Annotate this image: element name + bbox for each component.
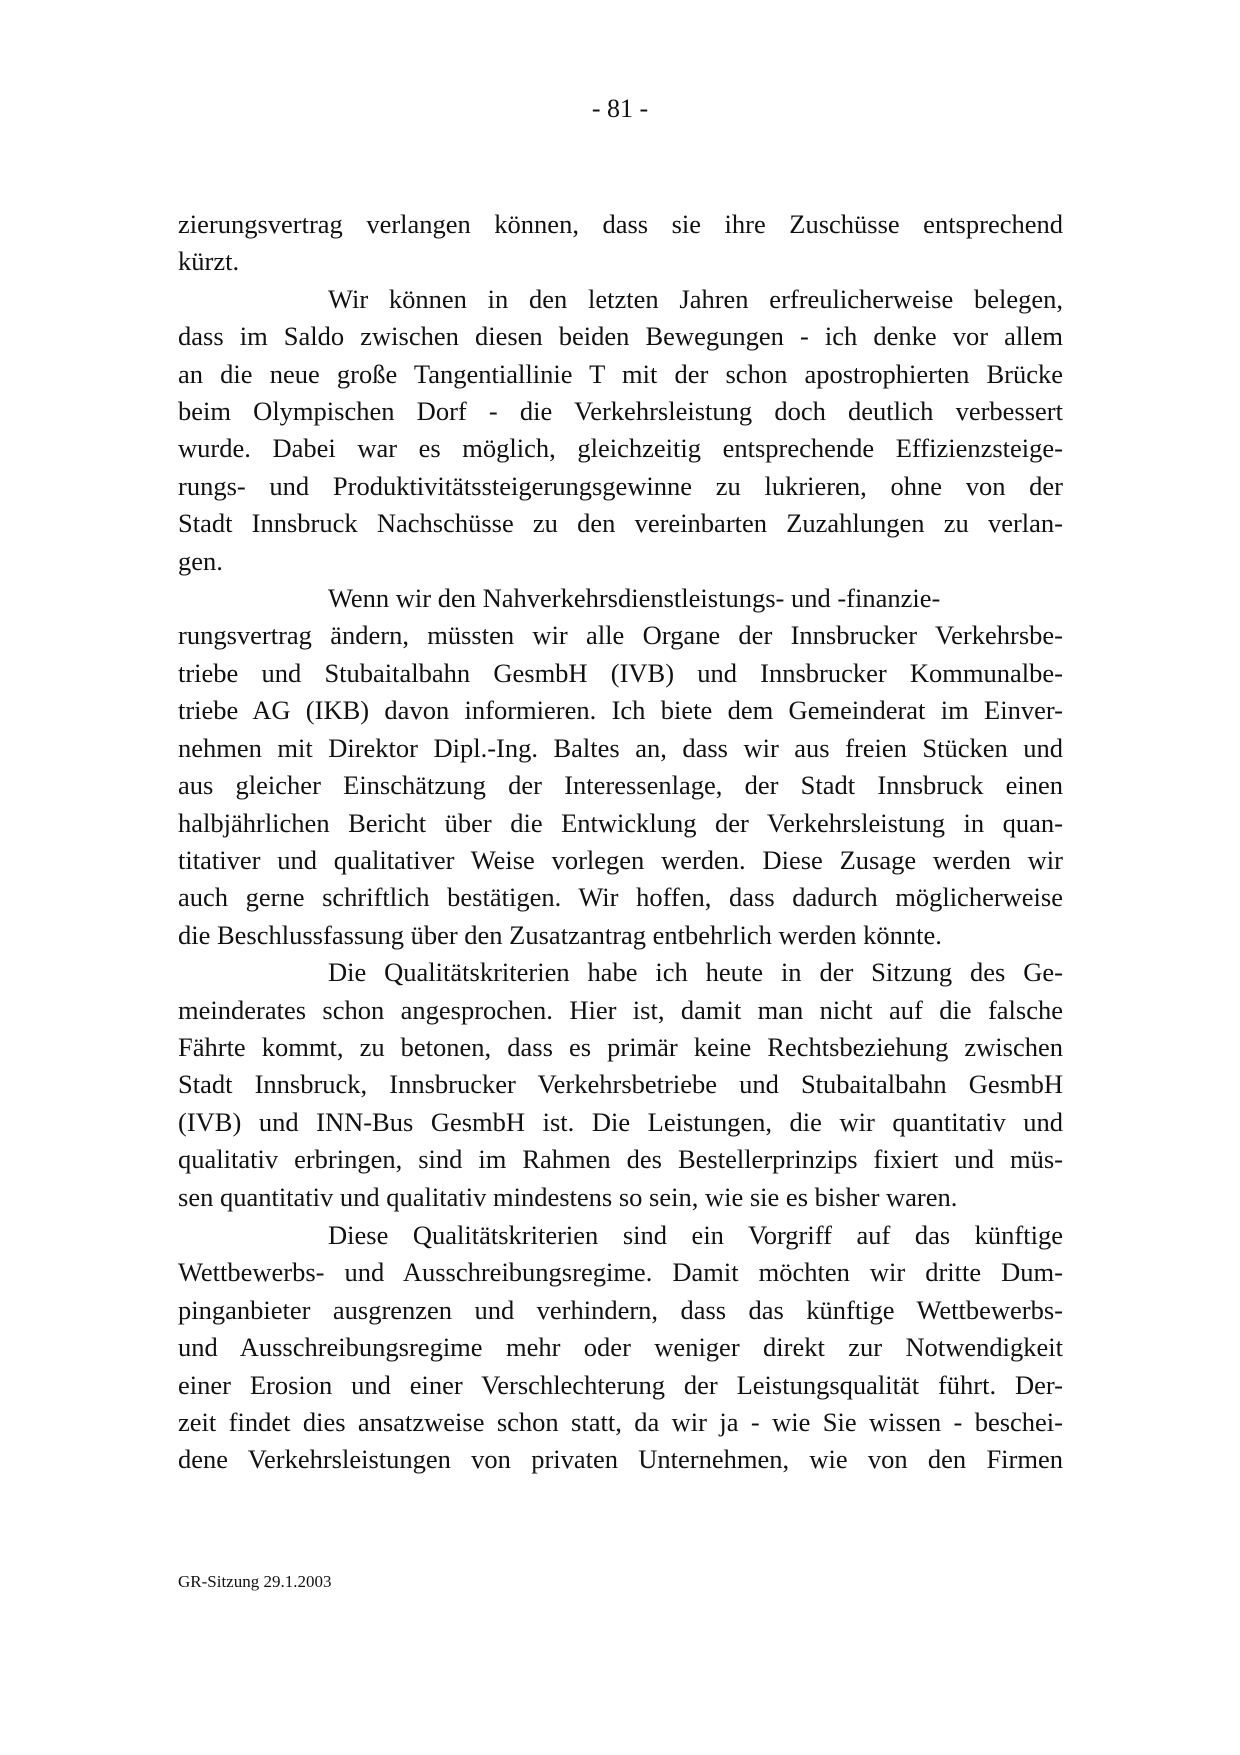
paragraph: [178, 1217, 1063, 1479]
text-line: und Ausschreibungsregime mehr oder weniger direkt zur Notwendigkeit: [178, 1332, 1063, 1363]
text-line: an die neue große Tangentiallinie T mit der schon apostrophierten Brücke: [178, 358, 1063, 389]
text-line: wurde. Dabei war es möglich, gleichzeitig entsprechende Effizienzsteige-: [178, 433, 1063, 464]
footer-session-date: GR-Sitzung 29.1.2003: [178, 1572, 332, 1591]
text-line: auch gerne schriftlich bestätigen. Wir hoffen, dass dadurch möglicherweise: [178, 882, 1063, 913]
text-line: triebe AG (IKB) davon informieren. Ich biete dem Gemeinderat im Einver-: [178, 695, 1063, 726]
text-line: die Beschlussfassung über den Zusatzantrag entbehrlich werden könnte.: [178, 919, 942, 950]
text-line: Wir können in den letzten Jahren erfreulicherweise belegen,: [328, 283, 1063, 314]
text-line: zeit findet dies ansatzweise schon statt, da wir ja - wie Sie wissen - beschei-: [178, 1407, 1063, 1437]
text-line: halbjährlichen Bericht über die Entwicklung der Verkehrsleistung in quan-: [178, 807, 1063, 838]
text-line: Fährte kommt, zu betonen, dass es primär keine Rechtsbeziehung zwischen: [178, 1031, 1063, 1062]
text-line: (IVB) und INN-Bus GesmbH ist. Die Leistungen, die wir quantitativ und: [178, 1106, 1063, 1137]
text-line: zierungsvertrag verlangen können, dass sie ihre Zuschüsse entsprechend: [178, 209, 1063, 239]
text-line: aus gleicher Einschätzung der Interessenlage, der Stadt Innsbruck einen: [178, 770, 1063, 801]
paragraph: [178, 206, 1063, 281]
text-line: Stadt Innsbruck Nachschüsse zu den vereinbarten Zuzahlungen zu verlan-: [178, 508, 1063, 539]
text-line: titativer und qualitativer Weise vorlegen werden. Diese Zusage werden wir: [178, 844, 1063, 875]
page-number: - 81 -: [591, 94, 649, 123]
text-line: meinderates schon angesprochen. Hier ist, damit man nicht auf die falsche: [178, 994, 1063, 1025]
text-line: gen.: [178, 545, 223, 576]
text-line: rungsvertrag ändern, müssten wir alle Organe der Innsbrucker Verkehrsbe-: [178, 620, 1063, 651]
text-line: Diese Qualitätskriterien sind ein Vorgriff auf das künftige: [328, 1219, 1063, 1250]
text-line: kürzt.: [178, 246, 240, 277]
paragraph: [178, 954, 1063, 1216]
text-line: sen quantitativ und qualitativ mindestens so sein, wie sie es bisher waren.: [178, 1181, 958, 1212]
text-line: nehmen mit Direktor Dipl.-Ing. Baltes an, dass wir aus freien Stücken und: [178, 732, 1063, 763]
text-line: qualitativ erbringen, sind im Rahmen des Bestellerprinzips fixiert und müs-: [178, 1144, 1063, 1175]
body-text: [178, 206, 1063, 1479]
text-line: triebe und Stubaitalbahn GesmbH (IVB) und Innsbrucker Kommunalbe-: [178, 657, 1063, 688]
text-line: dene Verkehrsleistungen von privaten Unternehmen, wie von den Firmen: [178, 1444, 1063, 1475]
text-line: rungs- und Produktivitätssteigerungsgewinne zu lukrieren, ohne von der: [178, 470, 1063, 501]
text-line: Die Qualitätskriterien habe ich heute in der Sitzung des Ge-: [328, 957, 1063, 988]
paragraph: [178, 580, 1063, 954]
text-line: beim Olympischen Dorf - die Verkehrsleistung doch deutlich verbessert: [178, 396, 1063, 427]
text-line: Stadt Innsbruck, Innsbrucker Verkehrsbetriebe und Stubaitalbahn GesmbH: [178, 1069, 1063, 1100]
text-line: Wettbewerbs- und Ausschreibungsregime. Damit möchten wir dritte Dum-: [178, 1257, 1063, 1288]
text-line: Wenn wir den Nahverkehrsdienstleistungs- und -finanzie-: [328, 583, 941, 614]
text-line: pinganbieter ausgrenzen und verhindern, dass das künftige Wettbewerbs-: [178, 1294, 1063, 1325]
text-line: einer Erosion und einer Verschlechterung der Leistungsqualität führt. Der-: [178, 1369, 1063, 1400]
paragraph: [178, 281, 1063, 580]
text-line: dass im Saldo zwischen diesen beiden Bewegungen - ich denke vor allem: [178, 321, 1063, 352]
